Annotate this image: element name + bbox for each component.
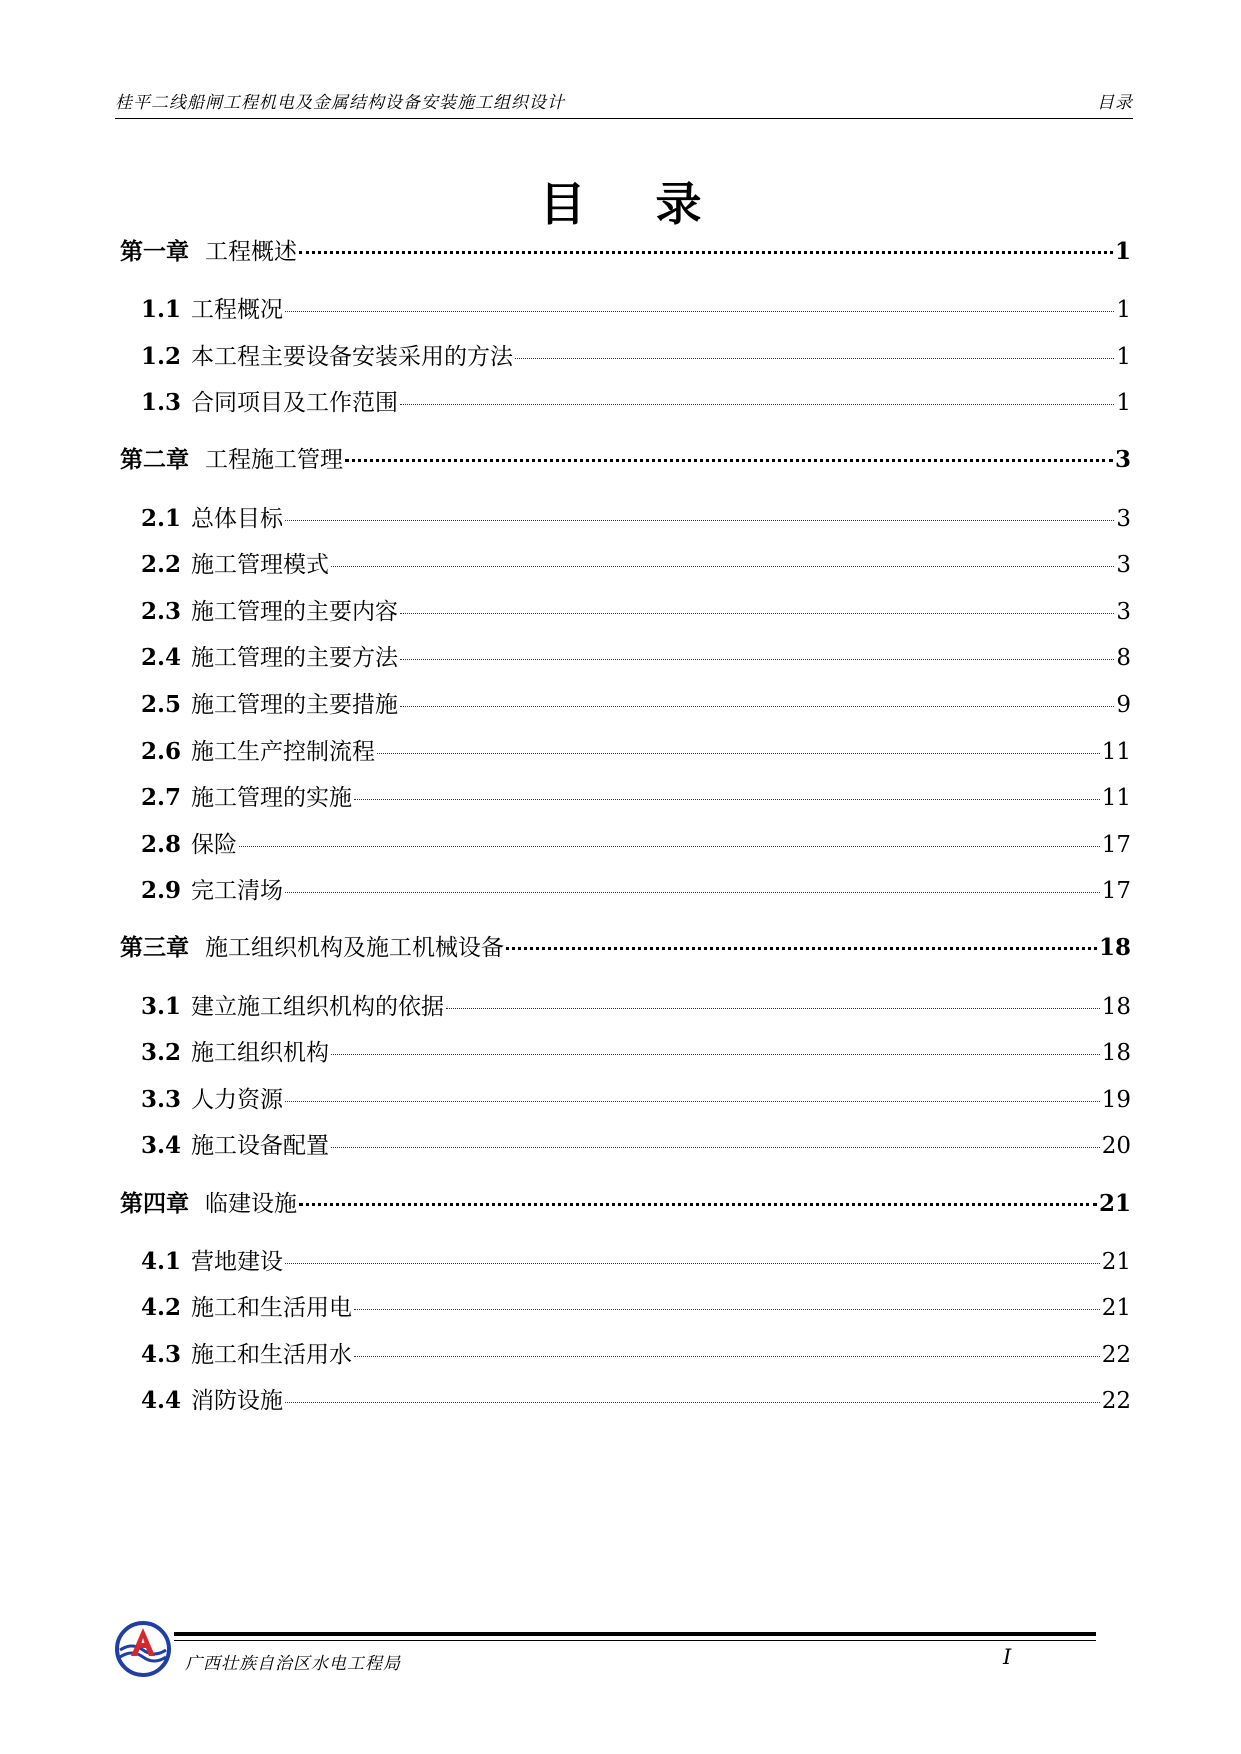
toc-dot-leader (400, 613, 1114, 614)
toc-entry-page: 20 (1101, 1133, 1131, 1159)
toc-dot-leader (299, 251, 1113, 254)
toc-chapter-entry[interactable] (120, 1185, 1131, 1219)
toc-entry-title: 施工和生活用水 (191, 1342, 353, 1368)
toc-entry-title: 施工组织机构及施工机械设备 (205, 935, 504, 961)
toc-entry-number: 2.6 (141, 738, 182, 765)
toc-section-entry[interactable] (141, 1034, 1131, 1068)
toc-dot-leader (400, 706, 1114, 707)
page-title: 目录 (539, 177, 772, 231)
toc-chapter-entry[interactable] (120, 929, 1131, 963)
toc-entry-page: 21 (1101, 1295, 1131, 1321)
toc-entry-title: 施工管理的主要内容 (191, 599, 399, 625)
toc-entry-title: 施工设备配置 (191, 1133, 330, 1159)
toc-entry-number: 第四章 (120, 1190, 189, 1217)
toc-dot-leader (299, 1203, 1097, 1206)
toc-entry-title: 营地建设 (191, 1249, 284, 1275)
toc-entry-number: 2.8 (141, 831, 182, 858)
toc-entry-page: 1 (1114, 238, 1131, 265)
toc-section-entry[interactable] (141, 826, 1131, 860)
toc-dot-leader (331, 566, 1114, 567)
toc-entry-page: 21 (1101, 1249, 1131, 1275)
toc-dot-leader (377, 753, 1100, 754)
toc-dot-leader (285, 311, 1114, 312)
toc-section-entry[interactable] (141, 872, 1131, 906)
toc-entry-number: 2.3 (141, 598, 182, 625)
toc-entry-number: 第一章 (120, 238, 189, 265)
toc-entry-number: 4.2 (141, 1294, 182, 1321)
toc-entry-page: 22 (1101, 1342, 1131, 1368)
toc-section-entry[interactable] (141, 1243, 1131, 1277)
footer-divider-thin (174, 1640, 1096, 1641)
toc-entry-page: 3 (1116, 599, 1131, 625)
toc-entry-number: 第二章 (120, 446, 189, 473)
toc-entry-number: 2.9 (141, 877, 182, 904)
toc-entry-number: 4.3 (141, 1341, 182, 1368)
toc-entry-page: 9 (1116, 692, 1131, 718)
toc-section-entry[interactable] (141, 1081, 1131, 1115)
toc-entry-title: 完工清场 (191, 878, 284, 904)
toc-dot-leader (354, 1309, 1100, 1310)
toc-entry-title: 施工管理的主要措施 (191, 692, 399, 718)
toc-entry-title: 保险 (191, 832, 238, 858)
toc-entry-number: 3.3 (141, 1086, 182, 1113)
toc-dot-leader (331, 1054, 1100, 1055)
toc-section-entry[interactable] (141, 593, 1131, 627)
toc-dot-leader (285, 1101, 1100, 1102)
toc-section-entry[interactable] (141, 500, 1131, 534)
toc-chapter-entry[interactable] (120, 233, 1131, 267)
toc-entry-title: 消防设施 (191, 1388, 284, 1414)
toc-entry-title: 施工管理模式 (191, 552, 330, 578)
toc-entry-title: 建立施工组织机构的依据 (191, 994, 445, 1020)
toc-dot-leader (506, 947, 1097, 950)
document-title: 桂平二线船闸工程机电及金属结构设备安装施工组织设计 (115, 93, 565, 113)
toc-entry-title: 施工管理的主要方法 (191, 645, 399, 671)
toc-section-entry[interactable] (141, 546, 1131, 580)
toc-entry-number: 1.2 (141, 343, 182, 370)
toc-entry-page: 21 (1098, 1190, 1131, 1217)
toc-entry-page: 11 (1101, 785, 1131, 811)
toc-section-entry[interactable] (141, 1336, 1131, 1370)
toc-entry-title: 工程施工管理 (205, 447, 343, 473)
toc-entry-page: 18 (1101, 994, 1131, 1020)
toc-entry-title: 临建设施 (205, 1191, 297, 1217)
toc-section-entry[interactable] (141, 639, 1131, 673)
toc-entry-page: 19 (1101, 1087, 1131, 1113)
company-logo-icon (114, 1620, 172, 1678)
toc-entry-number: 3.4 (141, 1132, 182, 1159)
toc-dot-leader (400, 404, 1114, 405)
toc-dot-leader (239, 846, 1100, 847)
toc-entry-number: 2.2 (141, 551, 182, 578)
toc-entry-number: 1.3 (141, 389, 182, 416)
toc-entry-number: 4.4 (141, 1387, 182, 1414)
toc-entry-title: 合同项目及工作范围 (191, 390, 399, 416)
toc-entry-page: 18 (1098, 934, 1131, 961)
toc-entry-number: 3.2 (141, 1039, 182, 1066)
toc-entry-title: 工程概述 (205, 239, 297, 265)
toc-entry-title: 施工和生活用电 (191, 1295, 353, 1321)
toc-dot-leader (331, 1147, 1100, 1148)
toc-section-entry[interactable] (141, 338, 1131, 372)
toc-section-entry[interactable] (141, 779, 1131, 813)
toc-dot-leader (285, 520, 1114, 521)
toc-section-entry[interactable] (141, 1289, 1131, 1323)
toc-entry-title: 工程概况 (191, 297, 284, 323)
toc-entry-number: 第三章 (120, 934, 189, 961)
toc-entry-title: 总体目标 (191, 506, 284, 532)
toc-section-entry[interactable] (141, 686, 1131, 720)
toc-entry-title: 施工管理的实施 (191, 785, 353, 811)
toc-entry-title: 人力资源 (191, 1087, 284, 1113)
toc-entry-number: 4.1 (141, 1248, 182, 1275)
toc-entry-page: 3 (1114, 446, 1131, 473)
toc-section-entry[interactable] (141, 291, 1131, 325)
footer-divider-thick (174, 1632, 1096, 1636)
toc-entry-number: 2.7 (141, 784, 182, 811)
toc-section-entry[interactable] (141, 1127, 1131, 1161)
toc-entry-title: 施工组织机构 (191, 1040, 330, 1066)
toc-section-entry[interactable] (141, 1382, 1131, 1416)
toc-dot-leader (400, 659, 1114, 660)
toc-entry-number: 2.1 (141, 505, 182, 532)
toc-entry-page: 3 (1116, 506, 1131, 532)
toc-entry-title: 本工程主要设备安装采用的方法 (191, 344, 514, 370)
footer-organization: 广西壮族自治区水电工程局 (185, 1654, 401, 1674)
toc-entry-page: 1 (1116, 344, 1131, 370)
toc-dot-leader (345, 459, 1113, 462)
toc-entry-page: 3 (1116, 552, 1131, 578)
toc-entry-number: 3.1 (141, 993, 182, 1020)
toc-entry-page: 17 (1101, 878, 1131, 904)
toc-entry-page: 22 (1101, 1388, 1131, 1414)
toc-dot-leader (285, 1402, 1100, 1403)
toc-entry-number: 1.1 (141, 296, 182, 323)
toc-dot-leader (446, 1008, 1100, 1009)
toc-entry-page: 1 (1116, 390, 1131, 416)
toc-section-entry[interactable] (141, 733, 1131, 767)
toc-chapter-entry[interactable] (120, 441, 1131, 475)
toc-dot-leader (354, 1356, 1100, 1357)
toc-section-entry[interactable] (141, 384, 1131, 418)
toc-entry-page: 1 (1116, 297, 1131, 323)
toc-entry-title: 施工生产控制流程 (191, 739, 376, 765)
toc-entry-page: 17 (1101, 832, 1131, 858)
toc-entry-page: 18 (1101, 1040, 1131, 1066)
toc-entry-number: 2.4 (141, 644, 182, 671)
footer-page-number: I (1003, 1645, 1012, 1669)
toc-dot-leader (515, 358, 1114, 359)
toc-dot-leader (285, 1263, 1100, 1264)
toc-entry-number: 2.5 (141, 691, 182, 718)
toc-dot-leader (354, 799, 1100, 800)
section-label: 目录 (1097, 93, 1133, 113)
toc-entry-page: 8 (1116, 645, 1131, 671)
toc-entry-page: 11 (1101, 739, 1131, 765)
toc-dot-leader (285, 892, 1100, 893)
toc-section-entry[interactable] (141, 988, 1131, 1022)
